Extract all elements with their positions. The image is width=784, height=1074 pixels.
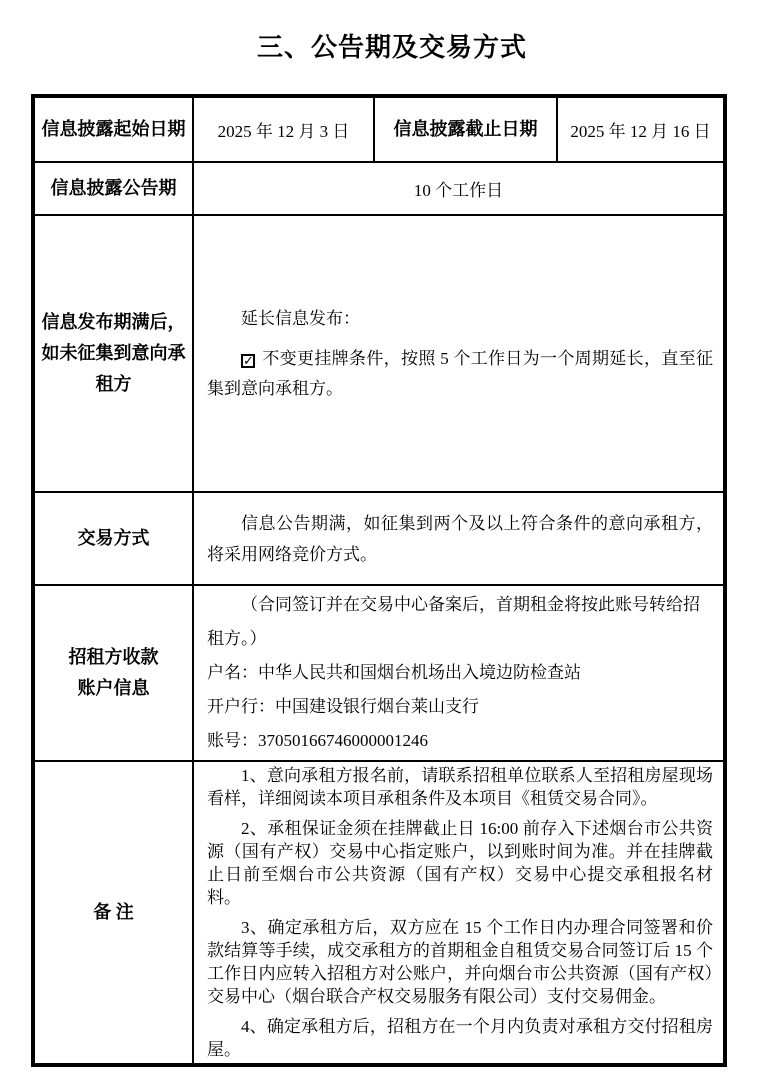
account-info-content: [193, 585, 725, 761]
table-row-trade-method: [33, 492, 725, 585]
extension-option-line: [207, 344, 713, 404]
trade-method-text: 信息公告期满，如征集到两个及以上符合条件的意向承租方，将采用网络竞价方式。: [207, 513, 713, 564]
remarks-label: 备 注: [33, 761, 193, 1065]
account-info-label: [33, 585, 193, 761]
checked-checkbox-icon: ✓: [243, 353, 254, 369]
account-number: 账号：37050166746000001246: [207, 731, 428, 750]
table-row-extension: [33, 215, 725, 492]
announcement-period-value: 10 个工作日: [193, 162, 725, 215]
account-info-label-line2: 账户信息: [77, 678, 150, 698]
account-holder-name: 户名：中华人民共和国烟台机场出入境边防检查站: [207, 663, 581, 682]
announcement-table: [31, 94, 727, 1067]
remark-item-3: 3、确定承租方后，双方应在 15 个工作日内办理合同签署和价款结算等手续，成交承租方的首期租金自租赁交易合同签订后 15 个工作日内应转入招租方对公账户，并向烟台市公共资源（国有产权）交易中心（烟台联合产权交易服务有限公司）支付交易佣金。: [207, 918, 713, 1006]
disclosure-start-date: 2025 年 12 月 3 日: [193, 96, 374, 162]
page-title: 三、公告期及交易方式: [256, 33, 527, 62]
extension-intro-text: 延长信息发布：: [241, 308, 360, 328]
table-row-remarks: [33, 761, 725, 1065]
table-row-announcement-period: [33, 162, 725, 215]
remark-item-2: 2、承租保证金须在挂牌截止日 16:00 前存入下述烟台市公共资源（国有产权）交易中心指定账户，以到账时间为准。并在挂牌截止日前至烟台市公共资源（国有产权）交易中心提交承租报名材料。: [207, 819, 713, 907]
table-row-disclosure-dates: [33, 96, 725, 162]
disclosure-end-label: 信息披露截止日期: [374, 96, 557, 162]
trade-method-content: [193, 492, 725, 585]
account-transfer-note: （合同签订并在交易中心备案后，首期租金将按此账号转给招租方。）: [207, 595, 700, 648]
account-bank: 开户行：中国建设银行烟台莱山支行: [207, 697, 479, 716]
disclosure-end-date: 2025 年 12 月 16 日: [557, 96, 725, 162]
remark-item-4: 4、确定承租方后，招租方在一个月内负责对承租方交付招租房屋。: [207, 1017, 713, 1059]
announcement-period-label: 信息披露公告期: [33, 162, 193, 215]
disclosure-start-label: 信息披露起始日期: [33, 96, 193, 162]
remark-item-1: 1、意向承租方报名前，请联系招租单位联系人至招租房屋现场看样，详细阅读本项目承租条件及本项目《租赁交易合同》。: [207, 766, 713, 808]
account-info-label-line1: 招租方收款: [68, 647, 159, 667]
extension-content: [193, 215, 725, 492]
extension-label: 信息发布期满后，如未征集到意向承租方: [33, 215, 193, 492]
extension-option-text: 不变更挂牌条件，按照 5 个工作日为一个周期延长，直至征集到意向承租方。: [207, 348, 713, 398]
trade-method-label: 交易方式: [33, 492, 193, 585]
remarks-content: [193, 761, 725, 1065]
table-row-account-info: [33, 585, 725, 761]
